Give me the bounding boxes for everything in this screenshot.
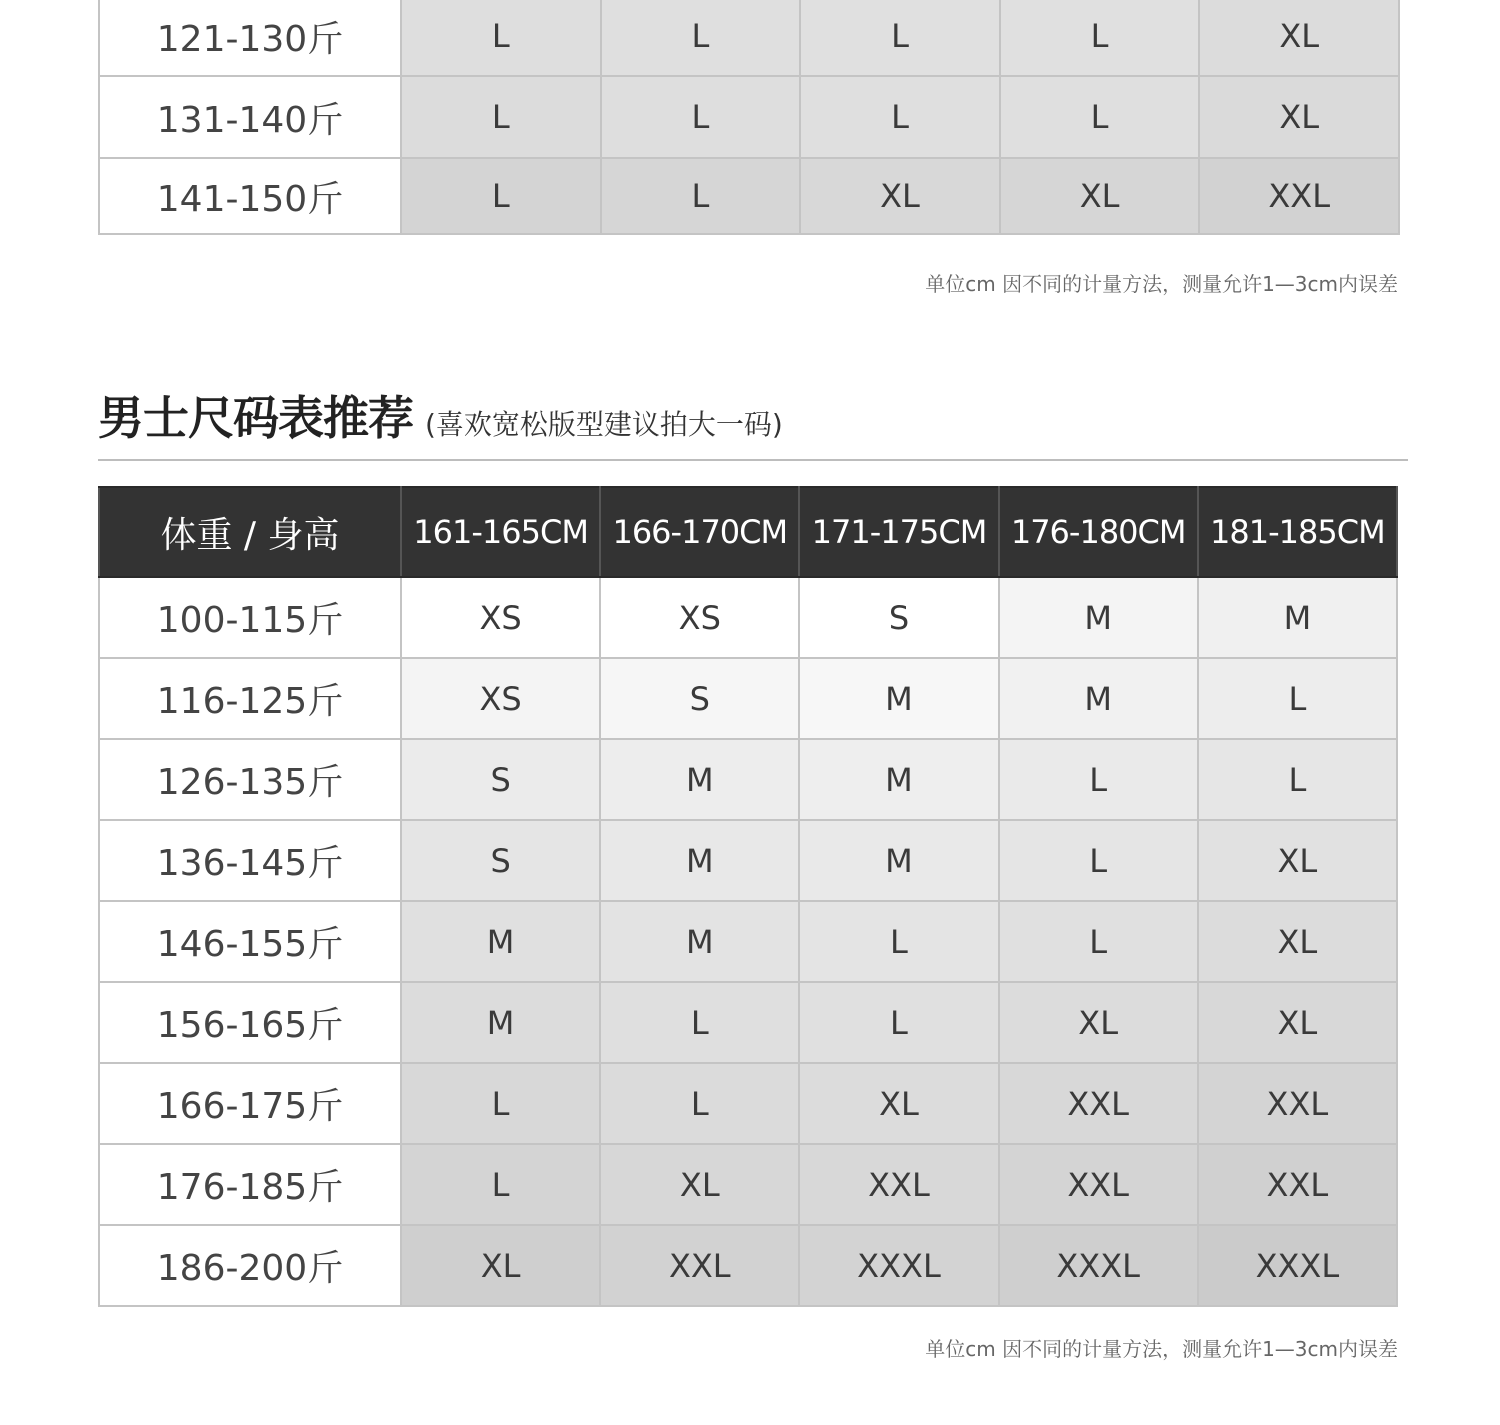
size-cell: XL xyxy=(1199,76,1399,158)
table-header-row xyxy=(99,487,1397,577)
weight-cell: 100-115斤 xyxy=(99,577,401,658)
size-cell: XL xyxy=(1198,901,1397,982)
weight-cell: 186-200斤 xyxy=(99,1225,401,1306)
column-header: 171-175CM xyxy=(799,487,998,577)
page-subtitle: (喜欢宽松版型建议拍大一码) xyxy=(425,408,783,441)
size-cell: L xyxy=(401,0,601,76)
size-cell: M xyxy=(799,658,998,739)
size-cell: S xyxy=(401,820,600,901)
table-row xyxy=(99,158,1399,234)
size-cell: M xyxy=(799,820,998,901)
size-cell: XL xyxy=(800,158,1000,234)
section-heading xyxy=(98,382,783,448)
size-cell: M xyxy=(600,901,799,982)
size-cell: XL xyxy=(999,982,1198,1063)
size-cell: XS xyxy=(401,577,600,658)
table-row xyxy=(99,1144,1397,1225)
men-size-table xyxy=(98,486,1398,1307)
size-cell: L xyxy=(401,76,601,158)
column-header: 181-185CM xyxy=(1198,487,1397,577)
column-header: 166-170CM xyxy=(600,487,799,577)
size-cell: XS xyxy=(600,577,799,658)
table-row xyxy=(99,1225,1397,1306)
size-cell: L xyxy=(999,820,1198,901)
table-row xyxy=(99,0,1399,76)
size-cell: L xyxy=(800,76,1000,158)
size-cell: L xyxy=(799,982,998,1063)
weight-cell: 116-125斤 xyxy=(99,658,401,739)
table-row xyxy=(99,901,1397,982)
size-cell: L xyxy=(601,76,801,158)
size-cell: XXL xyxy=(799,1144,998,1225)
size-cell: M xyxy=(401,982,600,1063)
size-cell: L xyxy=(600,1063,799,1144)
size-cell: S xyxy=(799,577,998,658)
column-header: 161-165CM xyxy=(401,487,600,577)
size-cell: XXL xyxy=(999,1063,1198,1144)
weight-cell: 126-135斤 xyxy=(99,739,401,820)
size-cell: M xyxy=(401,901,600,982)
page-title: 男士尺码表推荐 xyxy=(98,391,413,445)
weight-cell: 166-175斤 xyxy=(99,1063,401,1144)
size-cell: L xyxy=(601,158,801,234)
size-cell: XL xyxy=(600,1144,799,1225)
size-cell: S xyxy=(401,739,600,820)
size-cell: L xyxy=(401,158,601,234)
size-cell: XXL xyxy=(1198,1144,1397,1225)
table-row xyxy=(99,982,1397,1063)
weight-cell: 121-130斤 xyxy=(99,0,401,76)
size-cell: L xyxy=(600,982,799,1063)
size-cell: XXL xyxy=(600,1225,799,1306)
size-cell: XXXL xyxy=(799,1225,998,1306)
size-cell: M xyxy=(600,739,799,820)
size-cell: L xyxy=(1000,0,1200,76)
table-row xyxy=(99,739,1397,820)
size-cell: XL xyxy=(401,1225,600,1306)
size-cell: XL xyxy=(1000,158,1200,234)
table-row xyxy=(99,658,1397,739)
table-row xyxy=(99,76,1399,158)
size-cell: L xyxy=(401,1144,600,1225)
size-cell: XXL xyxy=(1198,1063,1397,1144)
size-cell: XXL xyxy=(1199,158,1399,234)
weight-cell: 156-165斤 xyxy=(99,982,401,1063)
size-cell: M xyxy=(600,820,799,901)
size-cell: L xyxy=(999,901,1198,982)
size-cell: L xyxy=(1198,739,1397,820)
size-cell: L xyxy=(799,901,998,982)
size-cell: XL xyxy=(1198,982,1397,1063)
top-size-table xyxy=(98,0,1400,235)
weight-cell: 131-140斤 xyxy=(99,76,401,158)
weight-cell: 176-185斤 xyxy=(99,1144,401,1225)
column-header: 176-180CM xyxy=(999,487,1198,577)
weight-cell: 141-150斤 xyxy=(99,158,401,234)
size-cell: S xyxy=(600,658,799,739)
size-cell: XXL xyxy=(999,1144,1198,1225)
size-cell: L xyxy=(401,1063,600,1144)
size-cell: L xyxy=(1198,658,1397,739)
size-cell: M xyxy=(999,658,1198,739)
size-cell: XL xyxy=(1198,820,1397,901)
measurement-note: 单位cm 因不同的计量方法，测量允许1—3cm内误差 xyxy=(925,272,1398,296)
size-cell: XXXL xyxy=(999,1225,1198,1306)
weight-cell: 146-155斤 xyxy=(99,901,401,982)
size-cell: XS xyxy=(401,658,600,739)
measurement-note: 单位cm 因不同的计量方法，测量允许1—3cm内误差 xyxy=(925,1337,1398,1361)
column-header-weight-height: 体重 / 身高 xyxy=(99,487,401,577)
divider xyxy=(98,459,1408,461)
table-row xyxy=(99,820,1397,901)
weight-cell: 136-145斤 xyxy=(99,820,401,901)
size-cell: M xyxy=(1198,577,1397,658)
size-cell: M xyxy=(799,739,998,820)
size-cell: L xyxy=(1000,76,1200,158)
size-cell: XL xyxy=(799,1063,998,1144)
size-cell: L xyxy=(800,0,1000,76)
size-cell: XXXL xyxy=(1198,1225,1397,1306)
size-cell: M xyxy=(999,577,1198,658)
size-cell: L xyxy=(999,739,1198,820)
table-row xyxy=(99,577,1397,658)
size-cell: L xyxy=(601,0,801,76)
table-row xyxy=(99,1063,1397,1144)
size-cell: XL xyxy=(1199,0,1399,76)
